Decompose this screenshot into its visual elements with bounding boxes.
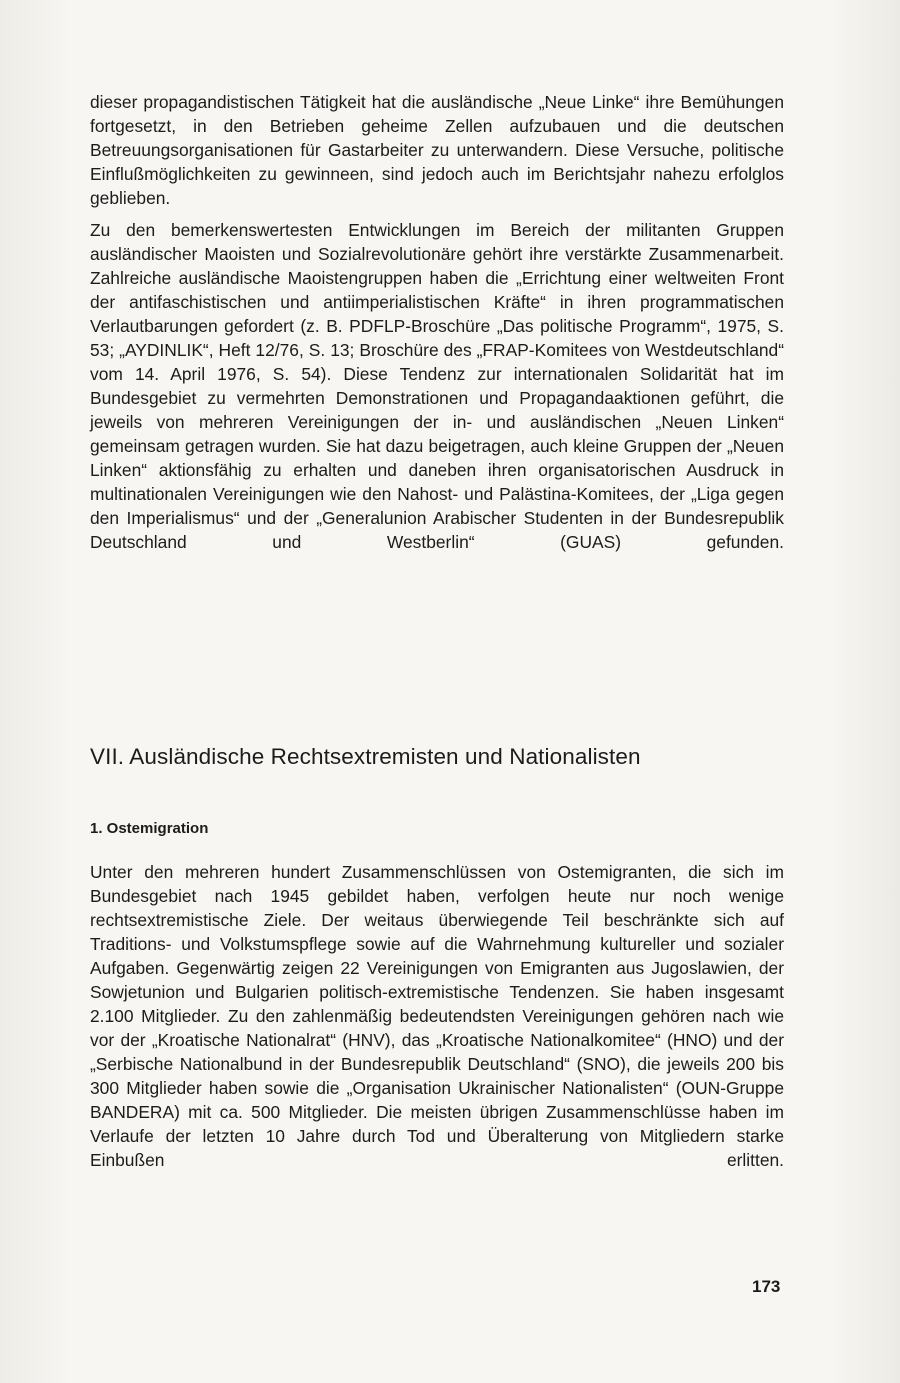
chapter-heading: VII. Ausländische Rechtsextremisten und Nationalisten (90, 744, 641, 769)
section-heading: 1. Ostemigration (90, 820, 209, 837)
page-number: 173 (752, 1277, 781, 1296)
paragraph-1: dieser propagandistischen Tätigkeit hat die ausländische „Neue Linke“ ihre Bemühungen fortgesetzt, in den Betrieben geheime Zellen aufzubauen und die deutschen Betreuungsorganisationen für Gastarbeiter zu unterwandern. Diese Versuche, politische Einflußmöglichkeiten zu gewinneen, sind jedoch auch im Berichtsjahr nahezu erfolglos geblieben. (90, 92, 784, 208)
paragraph-2: Zu den bemerkenswertesten Entwicklungen im Bereich der militanten Gruppen ausländischer Maoisten und Sozialrevolutionäre gehört ihre verstärkte Zusammenarbeit. Zahlreiche ausländische Maoistengruppen haben die „Errichtung einer weltweiten Front der antifaschistischen und antiimperialistischen Kräfte“ in ihren programmatischen Verlautbarungen gefordert (z. B. PDFLP-Broschüre „Das politische Programm“, 1975, S. 53; „AYDINLIK“, Heft 12/76, S. 13; Broschüre des „FRAP-Komitees von Westdeutschland“ vom 14. April 1976, S. 54). Diese Tendenz zur internationalen Solidarität hat im Bundesgebiet zu vermehrten Demonstrationen und Propagandaaktionen geführt, die jeweils von mehreren Vereinigungen der in- und ausländischen „Neuen Linken“ gemeinsam getragen wurden. Sie hat dazu beigetragen, auch kleine Gruppen der „Neuen Linken“ aktionsfähig zu erhalten und daneben ihren organisatorischen Ausdruck in multinationalen Vereinigungen wie den Nahost- und Palästina-Komitees, der „Liga gegen den Imperialismus“ und der „Generalunion Arabischer Studenten in der Bundesrepublik Deutschland und Westberlin“ (GUAS) gefunden. (90, 220, 784, 552)
paragraph-3: Unter den mehreren hundert Zusammenschlüssen von Ostemigranten, die sich im Bundesgebiet nach 1945 gebildet haben, verfolgen heute nur noch wenige rechtsextremistische Ziele. Der weitaus überwiegende Teil beschränkte sich auf Traditions- und Volkstumspflege sowie auf die Wahrnehmung kultureller und sozialer Aufgaben. Gegenwärtig zeigen 22 Vereinigungen von Emigranten aus Jugoslawien, der Sowjetunion und Bulgarien politisch-extremistische Tendenzen. Sie haben insgesamt 2.100 Mitglieder. Zu den zahlenmäßig bedeutendsten Vereinigungen gehören nach wie vor der „Kroatische Nationalrat“ (HNV), das „Kroatische Nationalkomitee“ (HNO) und der „Serbische Nationalbund in der Bundesrepublik Deutschland“ (SNO), die jeweils 200 bis 300 Mitglieder haben sowie die „Organisation Ukrainischer Nationalisten“ (OUN-Gruppe BANDERA) mit ca. 500 Mitglieder. Die meisten übrigen Zusammenschlüsse haben im Verlaufe der letzten 10 Jahre durch Tod und Überalterung von Mitgliedern starke Einbußen erlitten. (90, 862, 784, 1170)
